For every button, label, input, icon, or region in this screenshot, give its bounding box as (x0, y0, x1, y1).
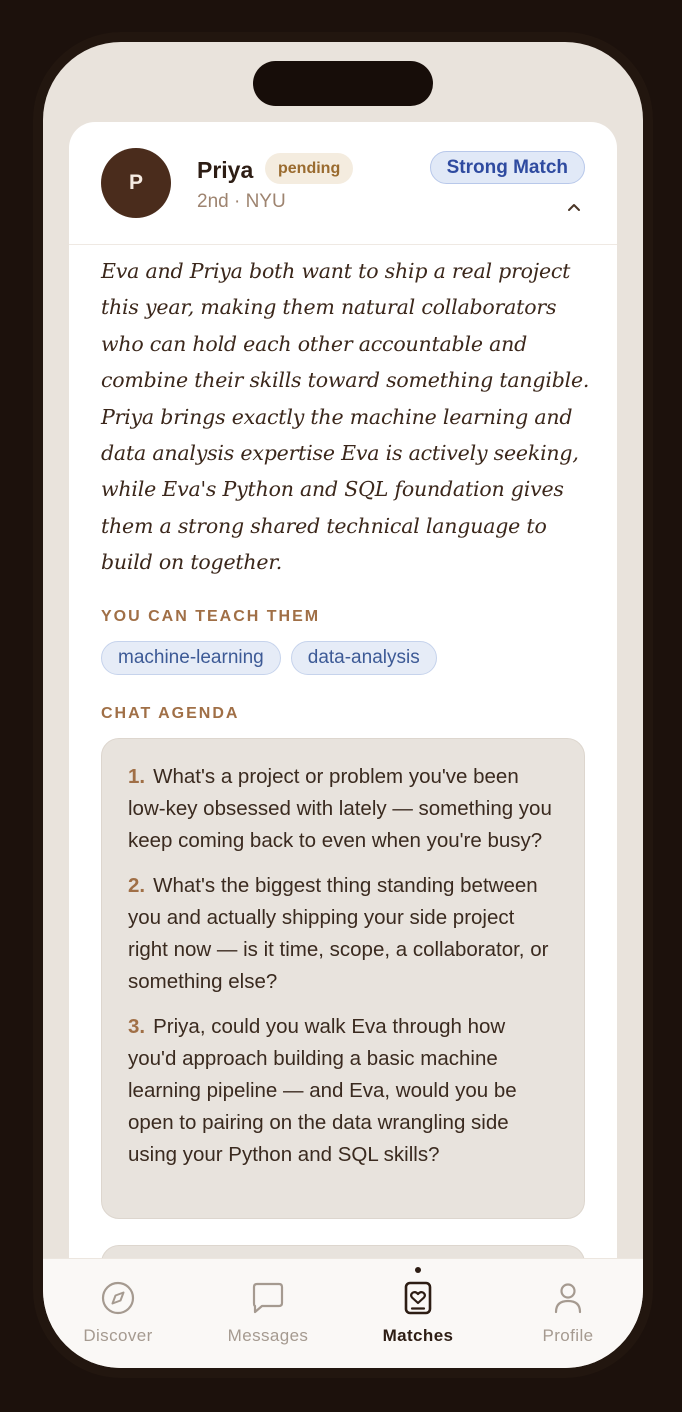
agenda-item-text: What's a project or problem you've been low-key obsessed with lately — something you keep coming back to even when you're busy? (128, 765, 552, 852)
tab-label: Profile (542, 1326, 594, 1345)
agenda-list (101, 738, 585, 1219)
match-card-header[interactable] (69, 122, 617, 245)
agenda-item (128, 761, 558, 857)
bottom-tab-bar (43, 1258, 643, 1368)
match-strength-badge: Strong Match (430, 151, 585, 184)
teach-section-label: YOU CAN TEACH THEM (101, 608, 321, 625)
agenda-item (128, 870, 558, 998)
compass-icon (99, 1279, 137, 1317)
tab-profile[interactable] (493, 1259, 643, 1368)
chat-bubble-icon (249, 1279, 287, 1317)
heart-card-icon (399, 1279, 437, 1317)
agenda-item-text: What's the biggest thing standing between you and actually shipping your side project right now — is it time, scope, a collaborator, or something else? (128, 874, 549, 993)
tab-discover[interactable] (43, 1259, 193, 1368)
chevron-up-icon[interactable] (567, 200, 581, 214)
active-tab-indicator (415, 1267, 421, 1273)
tab-matches[interactable] (343, 1259, 493, 1368)
skill-tag: machine-learning (101, 641, 281, 675)
skill-tag: data-analysis (291, 641, 437, 675)
dynamic-island (253, 61, 433, 106)
agenda-item-text: Priya, could you walk Eva through how you'd approach building a basic machine learning pipeline — and Eva, would you be open to pairing on the data wrangling side using your Python and SQL skills? (128, 1015, 517, 1166)
match-name: Priya (197, 157, 254, 183)
avatar: P (101, 148, 171, 218)
teach-tags (101, 641, 437, 675)
person-icon (549, 1279, 587, 1317)
agenda-section-label: CHAT AGENDA (101, 705, 240, 722)
tab-label: Matches (382, 1326, 454, 1345)
agenda-item-number: 1. (128, 765, 146, 788)
tab-label: Messages (227, 1326, 309, 1345)
phone-frame (43, 42, 643, 1368)
agenda-item-number: 3. (128, 1015, 146, 1038)
agenda-item-number: 2. (128, 874, 146, 897)
match-meta: 2nd · NYU (197, 191, 286, 212)
match-summary: Eva and Priya both want to ship a real project this year, making them natural collaborators who can hold each other accountable and combine their skills toward something tangible. Priya brings exactly the machine learning and data analysis expertise Eva is actively seeking, while Eva's Python and SQL foundation gives them a strong shared technical language to build on together. (101, 259, 590, 575)
status-badge: pending (265, 153, 353, 184)
agenda-item (128, 1011, 558, 1171)
match-card (69, 122, 617, 1322)
tab-label: Discover (83, 1326, 153, 1345)
tab-messages[interactable] (193, 1259, 343, 1368)
